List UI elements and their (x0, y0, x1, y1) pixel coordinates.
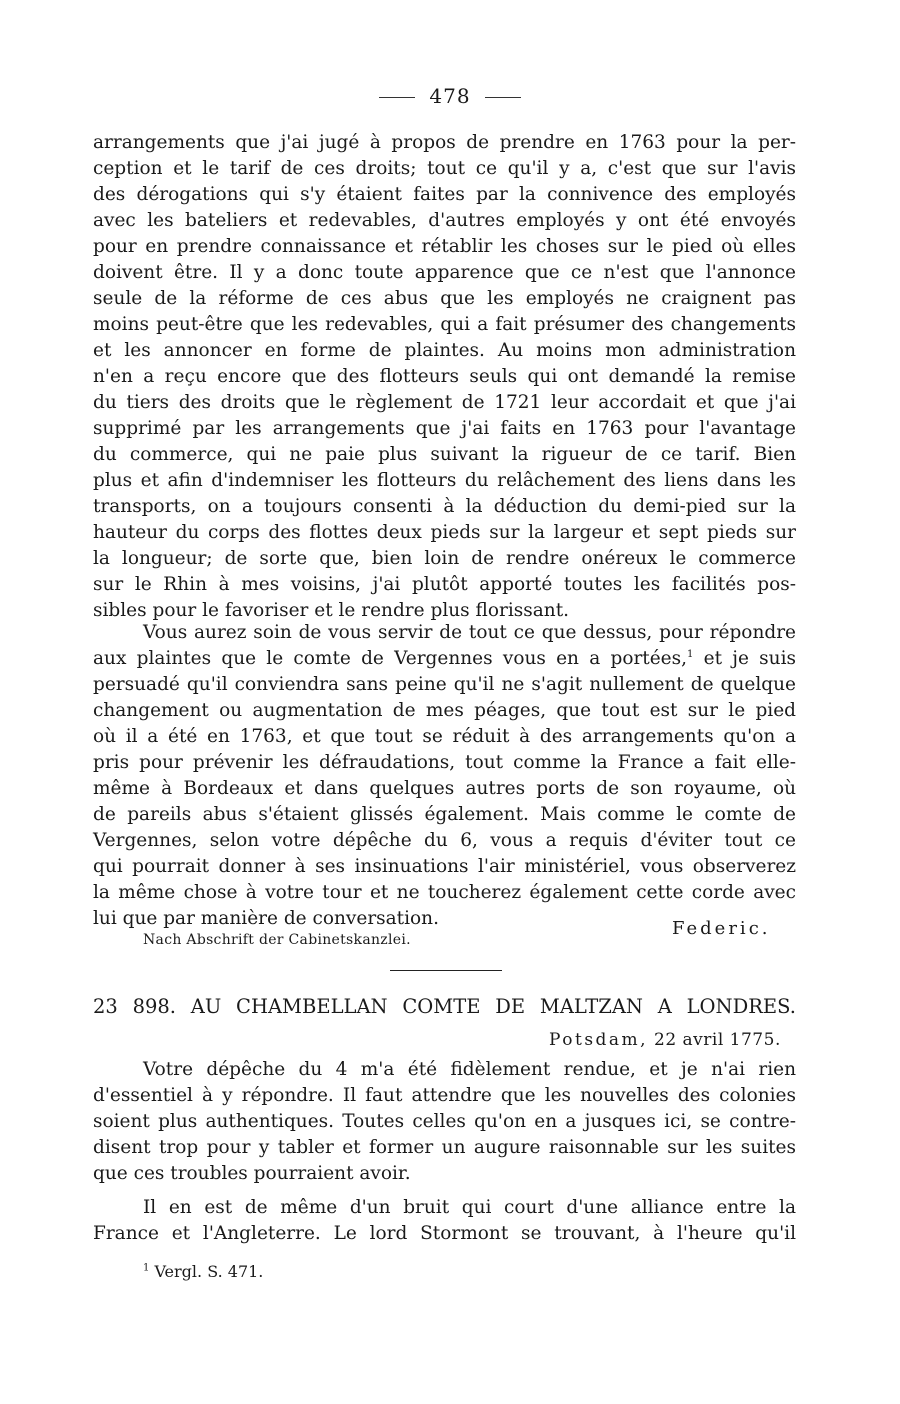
text-line: changement ou augmentation de mes péages, que tout est sur le pied (93, 700, 796, 721)
text-fragment: et je suis (693, 648, 797, 669)
text-line: soient plus authentiques. Toutes celles qu'on en a jusques ici, se contre- (93, 1111, 796, 1132)
text-line: avec les bateliers et redevables, d'autres employés y ont été envoyés (93, 210, 796, 231)
text-line: pris pour prévenir les défraudations, tout comme la France a fait elle- (93, 752, 796, 773)
text-line: et les annoncer en forme de plaintes. Au moins mon administration (93, 340, 796, 361)
text-fragment: aux plaintes que le comte de Vergennes vous en a portées, (93, 648, 688, 669)
text-line: supprimé par les arrangements que j'ai faits en 1763 pour l'avantage (93, 418, 796, 439)
text-line: plus et afin d'indemniser les flotteurs du relâchement des liens dans les (93, 470, 796, 491)
footnote-text: Vergl. S. 471. (154, 1262, 264, 1281)
text-line: hauteur du corps des flottes deux pieds sur la largeur et sept pieds sur (93, 522, 796, 543)
text-line: moins peut-être que les redevables, qui a fait présumer des changements (93, 314, 796, 335)
letter-heading: 23 898. AU CHAMBELLAN COMTE DE MALTZAN A LONDRES. (93, 995, 796, 1018)
text-line: d'essentiel à y répondre. Il faut attendre que les nouvelles des colonies (93, 1085, 796, 1106)
dateline-place: Potsdam, (549, 1030, 649, 1050)
text-line: du tiers des droits que le règlement de 1721 leur accordait et que j'ai (93, 392, 796, 413)
text-line: Vergennes, selon votre dépêche du 6, vous a requis d'éviter tout ce (93, 830, 796, 851)
text-line: sur le Rhin à mes voisins, j'ai plutôt apporté toutes les facilités pos- (93, 574, 796, 595)
text-line: seule de la réforme de ces abus que les employés ne craignent pas (93, 288, 796, 309)
section-divider (390, 970, 502, 971)
text-line: que ces troubles pourraient avoir. (93, 1163, 411, 1184)
text-line: sibles pour le favoriser et le rendre plus florissant. (93, 600, 570, 621)
text-line: France et l'Angleterre. Le lord Stormont se trouvant, à l'heure qu'il (93, 1223, 796, 1244)
text-line: arrangements que j'ai jugé à propos de prendre en 1763 pour la per- (93, 132, 796, 153)
dateline (549, 1030, 781, 1050)
text-line: du commerce, qui ne paie plus suivant la rigueur de ce tarif. Bien (93, 444, 796, 465)
page-number-dash-left (379, 97, 415, 98)
page-number-dash-right (485, 97, 521, 98)
letter-body (93, 1057, 796, 1247)
footnote-number: 1 (143, 1262, 150, 1274)
text-line: transports, on a toujours consenti à la déduction du demi-pied sur la (93, 496, 796, 517)
text-line: Il en est de même d'un bruit qui court d'une alliance entre la (143, 1197, 796, 1218)
text-line: de pareils abus s'étaient glissés également. Mais comme le comte de (93, 804, 796, 825)
text-line: où il a été en 1763, et que tout se réduit à des arrangements qu'on a (93, 726, 796, 747)
text-line: ception et le tarif de ces droits; tout ce qu'il y a, c'est que sur l'avis (93, 158, 796, 179)
text-line: qui pourrait donner à ses insinuations l'air ministériel, vous observerez (93, 856, 796, 877)
source-note: Nach Abschrift der Cabinetskanzlei. (143, 932, 411, 948)
text-line: persuadé qu'il conviendra sans peine qu'il ne s'agit nullement de quelque (93, 674, 796, 695)
text-line: Votre dépêche du 4 m'a été fidèlement rendue, et je n'ai rien (143, 1059, 796, 1080)
text-line: la longueur; de sorte que, bien loin de rendre onéreux le commerce (93, 548, 796, 569)
signature: Federic. (672, 918, 771, 939)
text-line: disent trop pour y tabler et former un augure raisonnable sur les suites (93, 1137, 796, 1158)
page-number-text: 478 (429, 84, 471, 108)
text-line: la même chose à votre tour et ne toucherez également cette corde avec (93, 882, 796, 903)
footnote-marker[interactable]: 1 (687, 648, 694, 660)
paragraph-continuation (93, 130, 796, 624)
text-line: Vous aurez soin de vous servir de tout ce que dessus, pour répondre (143, 622, 796, 643)
text-line: doivent être. Il y a donc toute apparence que ce n'est que l'annonce (93, 262, 796, 283)
paragraph-instructions (93, 620, 796, 932)
dateline-date: 22 avril 1775. (654, 1030, 781, 1050)
text-line: lui que par manière de conversation. (93, 908, 439, 929)
text-line-with-footnote (93, 646, 796, 672)
text-line: n'en a reçu encore que des flotteurs seuls qui ont demandé la remise (93, 366, 796, 387)
text-line: pour en prendre connaissance et rétablir les choses sur le pied où elles (93, 236, 796, 257)
text-line: des dérogations qui s'y étaient faites par la connivence des employés (93, 184, 796, 205)
footnote (143, 1262, 263, 1281)
text-line: même à Bordeaux et dans quelques autres ports de son royaume, où (93, 778, 796, 799)
page-number (0, 84, 900, 108)
